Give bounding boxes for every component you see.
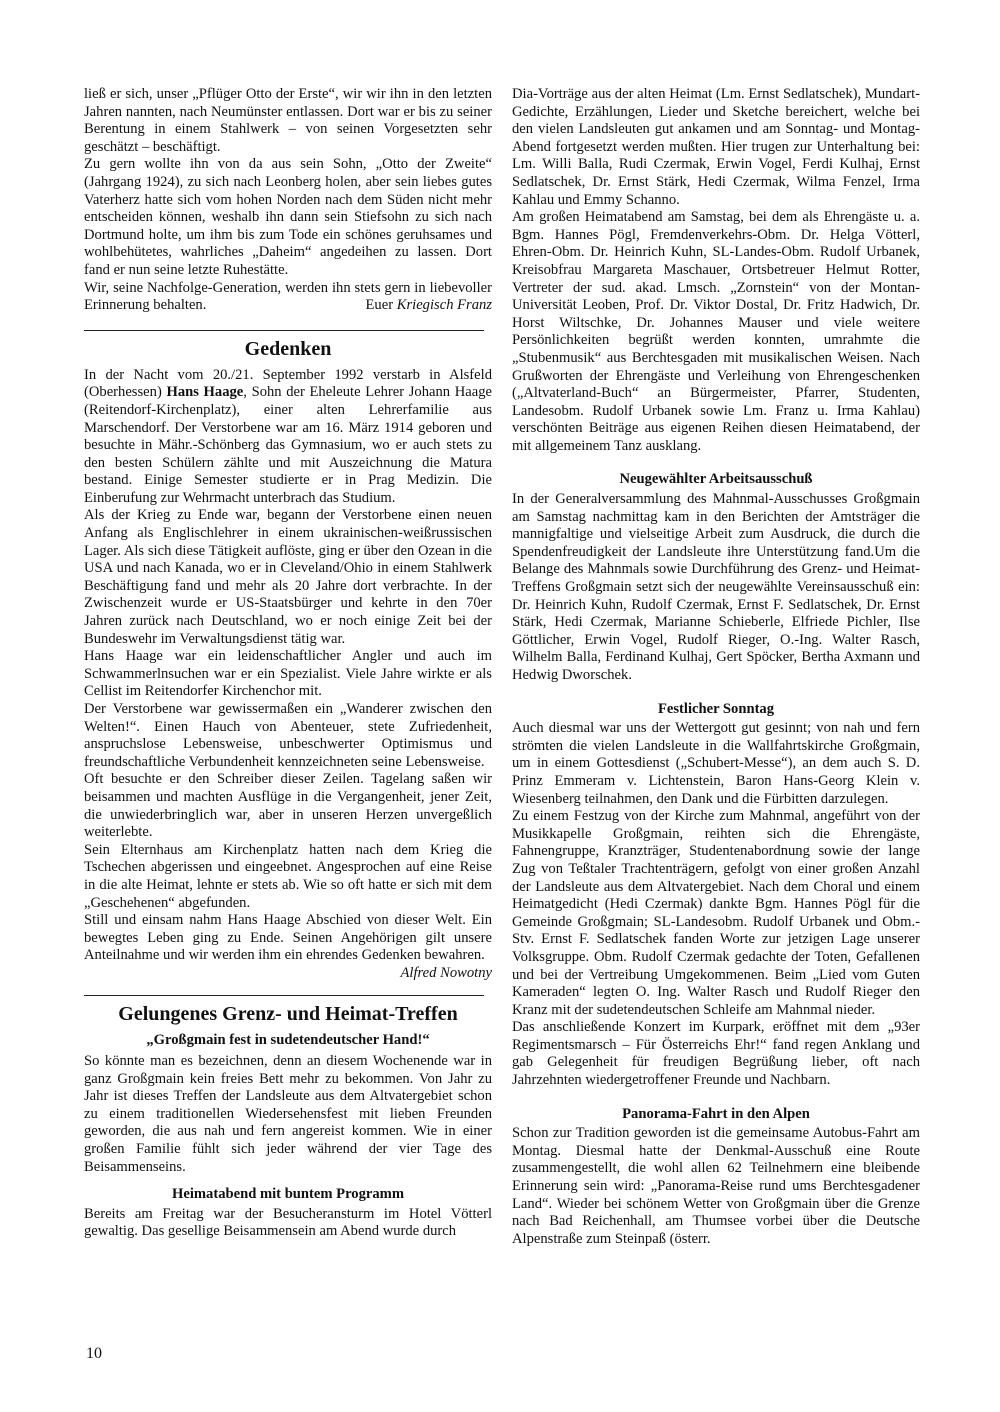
signature: Alfred Nowotny (400, 964, 492, 981)
sonntag-paragraph: Das anschließende Konzert im Kurpark, eröffnet mit dem „93er Regimentsmarsch – Für Österreichs Ehr!“ fand regen Anklang und gab Gelegenheit für freudigen Begrüßung lieber, oft nach Jahrzehnten wiedergetroffener Freunde und Nachbarn. (512, 1019, 920, 1089)
heimatabend-paragraph: Am großen Heimatabend am Samstag, bei dem als Ehrengäste u. a. Bgm. Hannes Pögl, Fremdenverkehrs-Obm. Dr. Helga Vötterl, Ehren-Obm. Dr. Heinrich Kuhn, SL-Landes-Obm. Rudolf Urbanek, Kreisobfrau Margareta Maschauer, Ortsbetreuer Helmut Rotter, Vertreter der sud. akad. Lmsch. „Zornstein“ von der Montan-Universität Leoben, Prof. Dr. Viktor Dostal, Dr. Fritz Hadwich, Dr. Horst Wiltschke, Dr. Johannes Mauser und viele weitere Persönlichkeiten begrüßt werden konnten, umrahmte die „Stubenmusik“ aus Berchtesgaden mit musikalischen Weisen. Nach Grußworten der Ehrengäste und Verleihung von Ehrengeschenken („Altvaterland-Buch“ an Bürgermeister, Pfarrer, Studenten, Landesobm. Rudolf Urbanek sowie Lm. Franz u. Irma Kahlau) verschönten Beiträge aus eigenen Reihen diesen Heimatabend, der mit allgemeinem Tanz ausklang. (512, 209, 920, 454)
gedenken-closing-paragraph (84, 912, 492, 981)
gedenken-paragraph: Oft besuchte er den Schreiber dieser Zeilen. Tagelang saßen wir beisammen und machten Ausflüge in die Vergangenheit, jener Zeit, die unwiederbringlich war, aber in unseren Herzen unvergeßlich weiterlebte. (84, 771, 492, 841)
obituary-continuation-paragraph: Zu gern wollte ihn von da aus sein Sohn, „Otto der Zweite“ (Jahrgang 1924), zu sich nach Leonberg holen, aber sein liebes gutes Vaterherz hatte sich vom hohen Norden nach dem Süden nicht mehr entscheiden können, weshalb ihn dann sein Stiefsohn zu sich nach Dortmund holte, um ihm bis zum Tode ein schönes geruhsames und wohlbehütetes, wahrliches „Daheim“ angedeihen zu lassen. Dort fand er nun seine letzte Ruhestätte. (84, 156, 492, 278)
gedenken-paragraph: Hans Haage war ein leidenschaftlicher Angler und auch im Schwammerlnsuchen war er ein Spezialist. Viele Jahre wirkte er als Cellist im Reitendorfer Kirchenchor mit. (84, 648, 492, 700)
obituary-closing-paragraph (84, 280, 492, 315)
left-column (84, 86, 492, 1241)
gedenken-paragraph: Als der Krieg zu Ende war, begann der Verstorbene einen neuen Anfang als Englischlehrer in einem ukrainischen-weißrussischen Lager. Als sich diese Tätigkeit auflöste, ging er über den Ozean in die USA und nach Kanada, wo er in Cleveland/Ohio in einem Stahlwerk Beschäftigung fand und mehr als 20 Jahre dort verbrachte. In der Zwischenzeit wurde er US-Staatsbürger und kehrte in den 70er Jahren zurück nach Deutschland, wo er noch einige Zeit bei der Bundeswehr im Verwaltungsdienst tätig war. (84, 507, 492, 647)
right-column (512, 86, 920, 1248)
obituary-continuation-paragraph: ließ er sich, unser „Pflüger Otto der Erste“, wir wir ihn in den letzten Jahren nannten, nach Neumünster entlassen. Dort war er bis zu seiner Berentung in einem Stahlwerk – von seinen Vorgesetzten sehr geschätzt – beschäftigt. (84, 86, 492, 155)
sonntag-paragraph: Zu einem Festzug von der Kirche zum Mahnmal, angeführt von der Musikkapelle Großgmain, reihten sich die Ehrengäste, Fahnengruppe, Kranzträger, Studentenabordnung sowie der lange Zug von Teßtaler Trachtenträgern, gefolgt von einer großen Anzahl der Landsleute aus dem Altvatergebiet. Nach dem Choral und einem Heimatgedicht (Hedi Czermak) dankte Bgm. Hannes Pögl für die Gemeinde Großgmain; SL-Landesobm. Rudolf Urbanek und Obm.-Stv. Ernst F. Sedlatschek fanden Worte zur jetzigen Lage unserer Volksgruppe. Obm. Rudolf Czermak gedachte der Toten, Gefallenen und bei der Vertreibung Umgekommenen. Beim „Lied vom Guten Kameraden“ legten O. Ing. Walter Rasch und Rudolf Rieger den Kranz mit der sudetendeutschen Schleife am Mahnmal nieder. (512, 808, 920, 1018)
treffen-paragraph: So könnte man es bezeichnen, denn an diesem Wochenende war in ganz Großgmain kein freies Bett mehr zu bekommen. Von Jahr zu Jahr ist dieses Treffen der Landsleute aus dem Altvatergebiet schon zu einem traditionellen Wiedersehensfest mit lieben Freunden geworden, die aus nah und fern angereist kommen. Wie in einer großen Familie fühlt sich jeder während der vier Tage des Beisammenseins. (84, 1053, 492, 1175)
heimatabend-paragraph: Dia-Vorträge aus der alten Heimat (Lm. Ernst Sedlatschek), Mundart-Gedichte, Erzählungen, Lieder und Sketche bereichert, welche bei den vielen Landsleuten gut ankamen und am Sonntag- und Montag-Abend fortgesetzt werden mußten. Hier trugen zur Unterhaltung bei: Lm. Willi Balla, Rudi Czermak, Erwin Vogel, Ferdi Kulhaj, Ernst Sedlatschek, Dr. Ernst Stärk, Hedi Czermak, Wilma Fenzel, Irma Kahlau und Emmy Schanno. (512, 86, 920, 208)
closing-text: Wir, seine Nachfolge-Generation, werden ihn stets gern in liebevoller Erinnerung behalten. (84, 279, 492, 314)
subsection-title-sonntag: Festlicher Sonntag (657, 700, 775, 717)
gedenken-text: Still und einsam nahm Hans Haage Abschied von dieser Welt. Ein bewegtes Leben ging zu Ende. Seinen Angehörigen gilt unsere Anteilnahme und wir werden ihm ein ehrendes Gedenken bewahren. (84, 912, 492, 964)
section-divider (84, 330, 484, 331)
heimatabend-paragraph: Bereits am Freitag war der Besucheransturm im Hotel Vötterl gewaltig. Das gesellige Beisammensein am Abend wurde durch (84, 1205, 492, 1240)
gedenken-paragraph: Der Verstorbene war gewissermaßen ein „Wanderer zwischen den Welten!“. Einen Hauch von Abenteuer, stete Zufriedenheit, anspruchslose Lebensweise, unbeschwerter Optimismus und freundschaftliche Verbundenheit kennzeichneten seine Lebensweise. (84, 701, 492, 770)
section-title-gedenken: Gedenken (244, 337, 332, 360)
signature-name: Kriegisch Franz (396, 297, 492, 314)
section-divider (84, 995, 484, 996)
signature-prefix: Euer (365, 297, 394, 314)
subsection-title-heimatabend: Heimatabend mit buntem Programm (172, 1186, 404, 1203)
gedenken-text: , Sohn der Eheleute Lehrer Johann Haage (Reitendorf-Kirchenplatz), einer alten Lehrerfamilie aus Marschendorf. Der Verstorbene war am 16. März 1914 geboren und besuchte in Mähr.-Schönberg das Gymnasium, wo er auch stets zu den besten Schülern zählte und mit Auszeichnung die Matura bestand. Einige Semester studierte er in Prag Medizin. Die Einberufung zur Wehrmacht unterbrach das Studium. (84, 384, 492, 506)
subsection-title-panorama: Panorama-Fahrt in den Alpen (622, 1105, 810, 1122)
signature (366, 297, 492, 315)
gedenken-text: In der Nacht vom 20./21. September 1992 verstarb in Alsfeld (Oberhessen) (84, 366, 492, 401)
gedenken-paragraph: Sein Elternhaus am Kirchenplatz hatten nach dem Krieg die Tschechen abgerissen und eingeebnet. Angesprochen auf eine Reise in die alte Heimat, lehnte er stets ab. Wie so oft hatte er sich mit dem „Geschehenen“ abgefunden. (84, 841, 492, 911)
subsection-title-ausschuss: Neugewählter Arbeitsausschuß (619, 471, 813, 488)
deceased-name: Hans Haage (166, 384, 244, 401)
section-subtitle: „Großgmain fest in sudetendeutscher Hand!“ (146, 1031, 430, 1048)
ausschuss-paragraph: In der Generalversammlung des Mahnmal-Ausschusses Großgmain am Samstag nachmittag kam in den Berichten der Amtsträger die mannigfaltige und vielseitige Arbeit zum Ausdruck, die durch die Spendenfreudigkeit der Landsleute ihre Unterstützung fand.Um die Belange des Mahnmals sowie Durchführung des Grenz- und Heimat-Treffens Großgmain setzt sich der neugewählte Vereinsausschuß ein: Dr. Heinrich Kuhn, Rudolf Czermak, Ernst F. Sedlatschek, Dr. Ernst Stärk, Hedi Czermak, Marianne Schieberle, Elfriede Pichler, Ilse Göttlicher, Erwin Vogel, Rudolf Rieger, O.-Ing. Walter Rasch, Wilhelm Balla, Ferdinand Kulhaj, Gert Spöcker, Bertha Axmann und Hedwig Dworschek. (512, 491, 920, 683)
gedenken-paragraph (84, 367, 492, 508)
page-number: 10 (86, 1345, 102, 1362)
section-title-treffen: Gelungenes Grenz- und Heimat-Treffen (118, 1002, 458, 1025)
panorama-paragraph: Schon zur Tradition geworden ist die gemeinsame Autobus-Fahrt am Montag. Diesmal hatte der Denkmal-Ausschuß eine Route zusammengestellt, die wohl allen 62 Teilnehmern eine bleibende Erinnerung sein wird: „Panorama-Reise rund ums Berchtesgadener Land“. Wieder bei schönem Wetter von Großgmain über die Grenze nach Bad Reichenhall, am Thumsee vorbei über die Deutsche Alpenstraße zum Steinpaß (österr. (512, 1125, 920, 1247)
sonntag-paragraph: Auch diesmal war uns der Wettergott gut gesinnt; von nah und fern strömten die vielen Landsleute in die Wallfahrtskirche Großgmain, um in einem Gottesdienst („Schubert-Messe“), an dem auch S. D. Prinz Emmeram v. Lichtenstein, Baron Hans-Georg Klein v. Wiesenberg teilnahmen, den Dank und die Fürbitten darzulegen. (512, 720, 920, 807)
